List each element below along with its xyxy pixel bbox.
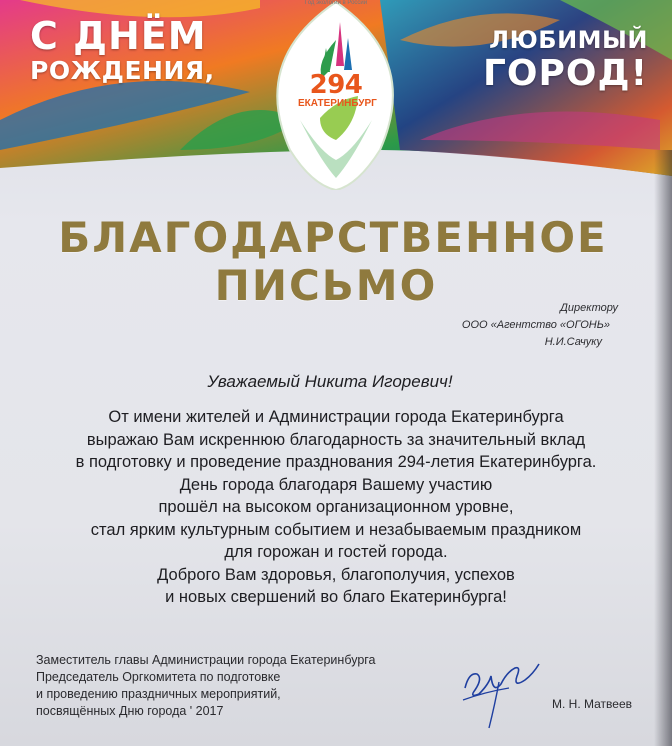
letter-body: [0, 406, 672, 609]
body-line: Доброго Вам здоровья, благополучия, успехов: [157, 565, 515, 584]
signatory-line: посвящённых Дню города ' 2017: [36, 704, 224, 718]
page-edge-shadow: [654, 150, 672, 746]
signatory-line: Председатель Оргкомитета по подготовке: [36, 670, 281, 684]
logo-small-text: Год экологии в России: [304, 0, 368, 6]
addressee-line: Н.И.Сачуку: [544, 336, 602, 348]
body-line: и новых свершений во благо Екатеринбурга!: [165, 588, 507, 606]
logo-city: ЕКАТЕРИНБУРГ: [298, 98, 377, 109]
salutation: Уважаемый Никита Игоревич!: [207, 372, 453, 391]
handwritten-signature: [455, 654, 545, 734]
greeting-left: [30, 16, 240, 86]
addressee-line: ООО «Агентство «ОГОНЬ»: [461, 319, 610, 331]
body-line: День города благодаря Вашему участию: [179, 475, 493, 494]
body-line: стал ярким культурным событием и незабываемым праздником: [90, 520, 582, 539]
signatory-line: и проведению праздничных мероприятий,: [36, 687, 281, 701]
addressee-line: Директору: [560, 302, 618, 314]
body-line: для горожан и гостей города.: [224, 543, 448, 561]
signer-name: М. Н. Матвеев: [552, 697, 632, 711]
greeting-left-line1: С ДНЁМ: [30, 14, 207, 58]
title-line1: БЛАГОДАРСТВЕННОЕ: [58, 213, 608, 262]
document-title: [0, 214, 672, 310]
title-line2: ПИСЬМО: [214, 261, 438, 310]
body-line: прошёл на высоком организационном уровне,: [158, 498, 514, 516]
greeting-right-line2: ГОРОД!: [482, 53, 648, 94]
signatory-line: Заместитель главы Администрации города Екатеринбурга: [36, 653, 376, 667]
body-line: От имени жителей и Администрации города Екатеринбурга: [108, 408, 564, 426]
body-line: выражаю Вам искреннюю благодарность за значительный вклад: [86, 430, 586, 449]
signatory-title-block: [36, 652, 456, 720]
greeting-right-line1: ЛЮБИМЫЙ: [489, 26, 648, 54]
banner: [0, 0, 672, 190]
greeting-right: [428, 26, 648, 94]
greeting-left-line2: РОЖДЕНИЯ,: [30, 56, 215, 85]
body-line: в подготовку и проведение празднования 294-летия Екатеринбурга.: [75, 453, 597, 471]
addressee-block: [350, 300, 618, 351]
logo-number: 294: [309, 70, 363, 100]
